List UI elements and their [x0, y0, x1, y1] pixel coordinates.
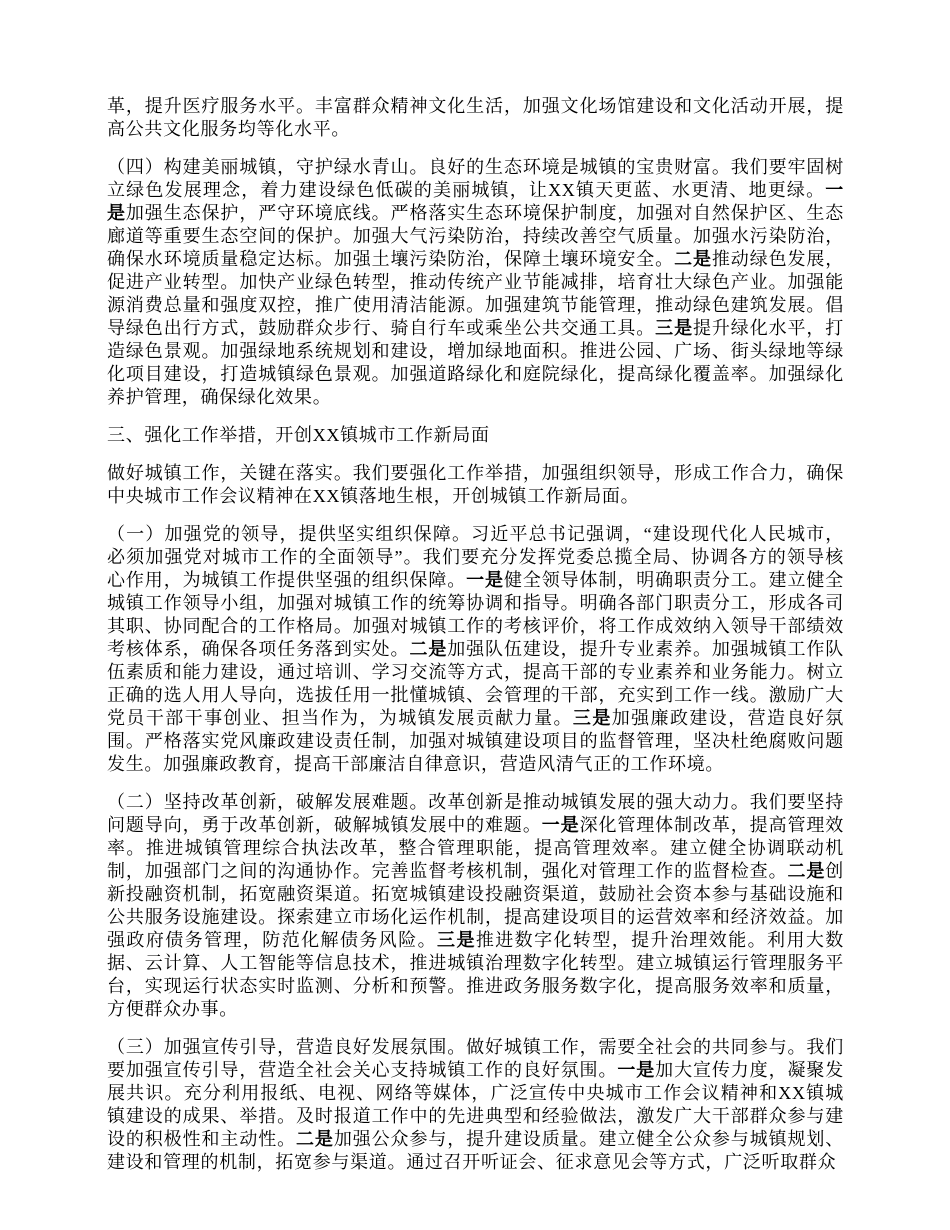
text-run: 创新投融资机制，拓宽融资渠道。拓宽城镇建设投融资渠道，鼓励社会资本参与基础设施和公共服务设施建设。探索建立市场化运作机制，提高建设项目的运营效率和经济效益。加强政府债务管理，防范化解债务风险。 [107, 861, 844, 950]
heading-part-three [107, 424, 844, 447]
text-run: 加强公众参与，提升建设质量。建立健全公众参与城镇规划、建设和管理的机制，拓宽参与渠道。通过召开听证会、征求意见会等方式，广泛听取群众 [107, 1129, 845, 1172]
emphasis-run: 三是 [655, 318, 693, 338]
text-run: 深化管理体制改革，提高管理效率。推进城镇管理综合执法改革，整合管理职能，提高管理效率。建立健全协调联动机制，加强部门之间的沟通协作。完善监督考核机制，强化对管理工作的监督检查。 [107, 815, 844, 881]
text-run: 革，提升医疗服务水平。丰富群众精神文化生活，加强文化场馆建设和文化活动开展，提高公共文化服务均等化水平。 [107, 96, 844, 139]
text-run: 加大宣传力度，凝聚发展共识。充分利用报纸、电视、网络等媒体，广泛宣传中央城市工作会议精神和XX镇城镇建设的成果、举措。及时报道工作中的先进典型和经验做法，激发广大干部群众参与建设的积极性和主动性。 [107, 1060, 844, 1149]
emphasis-run: 二是 [674, 249, 712, 269]
paragraph-intro [107, 462, 844, 508]
text-run: （二）坚持改革创新，破解发展难题。改革创新是推动城镇发展的强大动力。我们要坚持问题导向，勇于改革创新，破解城镇发展中的难题。 [107, 792, 844, 835]
document-body [107, 95, 844, 1174]
emphasis-run: 二是 [296, 1129, 334, 1149]
emphasis-run: 一是 [617, 1060, 656, 1080]
text-run: 三、强化工作举措，开创XX镇城市工作新局面 [107, 425, 490, 445]
emphasis-run: 三是 [437, 930, 476, 950]
paragraph-section-er [107, 791, 844, 1021]
text-run: 加强生态保护，严守环境底线。严格落实生态环境保护制度，加强对自然保护区、生态廊道等重要生态空间的保护。加强大气污染防治，持续改善空气质量。加强水污染防治，确保水环境质量稳定达标。加强土壤污染防治，保障土壤环境安全。 [107, 203, 844, 269]
text-run: 加强廉政建设，营造良好氛围。严格落实党风廉政建设责任制，加强对城镇建设项目的监督管理，坚决杜绝腐败问题发生。加强廉政教育，提高干部廉洁自律意识，营造风清气正的工作环境。 [107, 708, 844, 774]
text-run: 健全领导体制，明确职责分工。建立健全城镇工作领导小组，加强对城镇工作的统筹协调和指导。明确各部门职责分工，形成各司其职、协同配合的工作格局。加强对城镇工作的考核评价，将工作成效纳入领导干部绩效考核体系，确保各项任务落到实处。 [107, 570, 844, 659]
text-run: 做好城镇工作，关键在落实。我们要强化工作举措，加强组织领导，形成工作合力，确保中央城市工作会议精神在XX镇落地生根，开创城镇工作新局面。 [107, 463, 844, 506]
emphasis-run: 一是 [466, 570, 504, 590]
emphasis-run: 二是 [409, 639, 448, 659]
text-run: 提升绿化水平，打造绿色景观。加强绿地系统规划和建设，增加绿地面积。推进公园、广场、街头绿地等绿化项目建设，打造城镇绿色景观。加强道路绿化和庭院绿化，提高绿化覆盖率。加强绿化养护管理，确保绿化效果。 [107, 318, 844, 407]
paragraph-section-san [107, 1036, 844, 1174]
text-run: （三）加强宣传引导，营造良好发展氛围。做好城镇工作，需要全社会的共同参与。我们要加强宣传引导，营造全社会关心支持城镇工作的良好氛围。 [107, 1037, 844, 1080]
emphasis-run: 二是 [787, 861, 826, 881]
emphasis-run: 三是 [572, 708, 612, 728]
text-run: （四）构建美丽城镇，守护绿水青山。良好的生态环境是城镇的宝贵财富。我们要牢固树立绿色发展理念，着力建设绿色低碳的美丽城镇，让XX镇天更蓝、水更清、地更绿。 [107, 157, 844, 200]
paragraph-continuation [107, 95, 844, 141]
paragraph-section-yi [107, 523, 844, 776]
emphasis-run: 一是 [107, 180, 844, 223]
text-run: 推动绿色发展，促进产业转型。加快产业绿色转型，推动传统产业节能减排，培育壮大绿色产业。加强能源消费总量和强度双控，推广使用清洁能源。加强建筑节能管理，推动绿色建筑发展。倡导绿色出行方式，鼓励群众步行、骑自行车或乘坐公共交通工具。 [107, 249, 845, 338]
paragraph-section-si [107, 156, 844, 409]
text-run: （一）加强党的领导，提供坚实组织保障。习近平总书记强调，“建设现代化人民城市，必须加强党对城市工作的全面领导”。我们要充分发挥党委总揽全局、协调各方的领导核心作用，为城镇工作提供坚强的组织保障。 [107, 524, 844, 590]
emphasis-run: 一是 [541, 815, 580, 835]
text-run: 加强队伍建设，提升专业素养。加强城镇工作队伍素质和能力建设，通过培训、学习交流等方式，提高干部的专业素养和业务能力。树立正确的选人用人导向，选拔任用一批懂城镇、会管理的干部，充实到工作一线。激励广大党员干部干事创业、担当作为，为城镇发展贡献力量。 [107, 639, 844, 728]
text-run: 推进数字化转型，提升治理效能。利用大数据、云计算、人工智能等信息技术，推进城镇治理数字化转型。建立城镇运行管理服务平台，实现运行状态实时监测、分析和预警。推进政务服务数字化，提高服务效率和质量，方便群众办事。 [107, 930, 844, 1019]
